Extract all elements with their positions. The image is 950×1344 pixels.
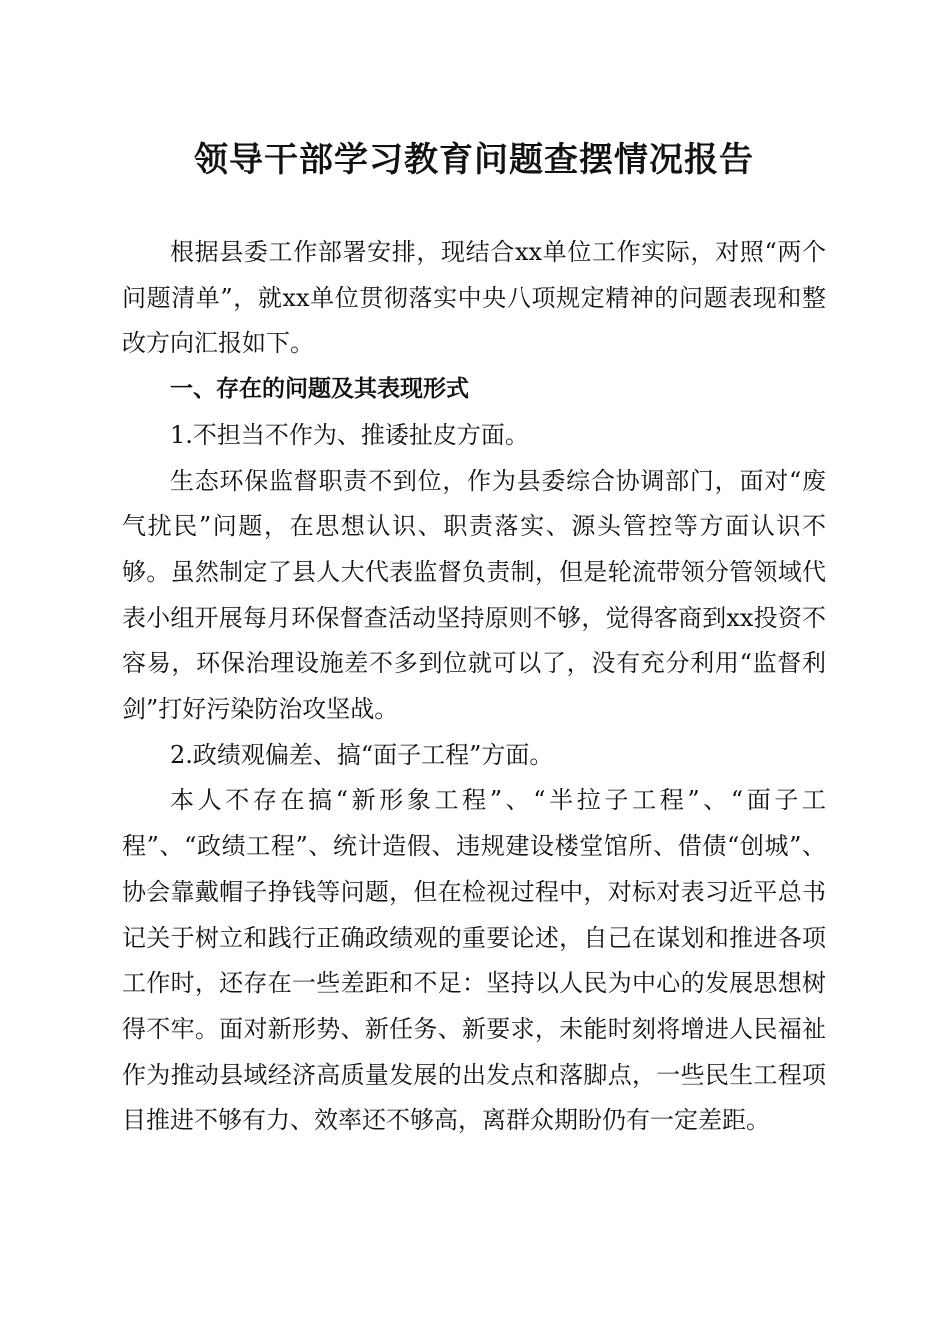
item-2-heading: 2.政绩观偏差、搞“面子工程”方面。 xyxy=(170,740,554,769)
document-title: 领导干部学习教育问题查摆情况报告 xyxy=(194,140,754,180)
item-2-paragraph: 本人不存在搞“新形象工程”、“半拉子工程”、“面子工程”、“政绩工程”、统计造假、违规建设楼堂馆所、借债“创城”、协会靠戴帽子挣钱等问题，但在检视过程中，对标对表习近平总书记关于树立和践行正确政绩观的重要论述，自己在谋划和推进各项工作时，还存在一些差距和不足：坚持以人民为中心的发展思想树得不牢。面对新形势、新任务、新要求，未能时刻将增进人民福祉作为推动县域经济高质量发展的出发点和落脚点，一些民生工程项目推进不够有力、效率还不够高，离群众期盼仍有一定差距。 xyxy=(122,786,826,1135)
intro-paragraph: 根据县委工作部署安排，现结合xx单位工作实际，对照“两个问题清单”，就xx单位贯彻落实中央八项规定精神的问题表现和整改方向汇报如下。 xyxy=(122,238,826,358)
item-1-paragraph: 生态环保监督职责不到位，作为县委综合协调部门，面对“废气扰民”问题，在思想认识、职责落实、源头管控等方面认识不够。虽然制定了县人大代表监督负责制，但是轮流带领分管领域代表小组开展每月环保督查活动坚持原则不够，觉得客商到xx投资不容易，环保治理设施差不多到位就可以了，没有充分利用“监督利剑”打好污染防治攻坚战。 xyxy=(122,466,826,724)
document-body xyxy=(122,230,826,1144)
section-1-heading: 一、存在的问题及其表现形式 xyxy=(170,376,469,403)
item-1-heading: 1.不担当不作为、推诿扯皮方面。 xyxy=(170,420,529,449)
